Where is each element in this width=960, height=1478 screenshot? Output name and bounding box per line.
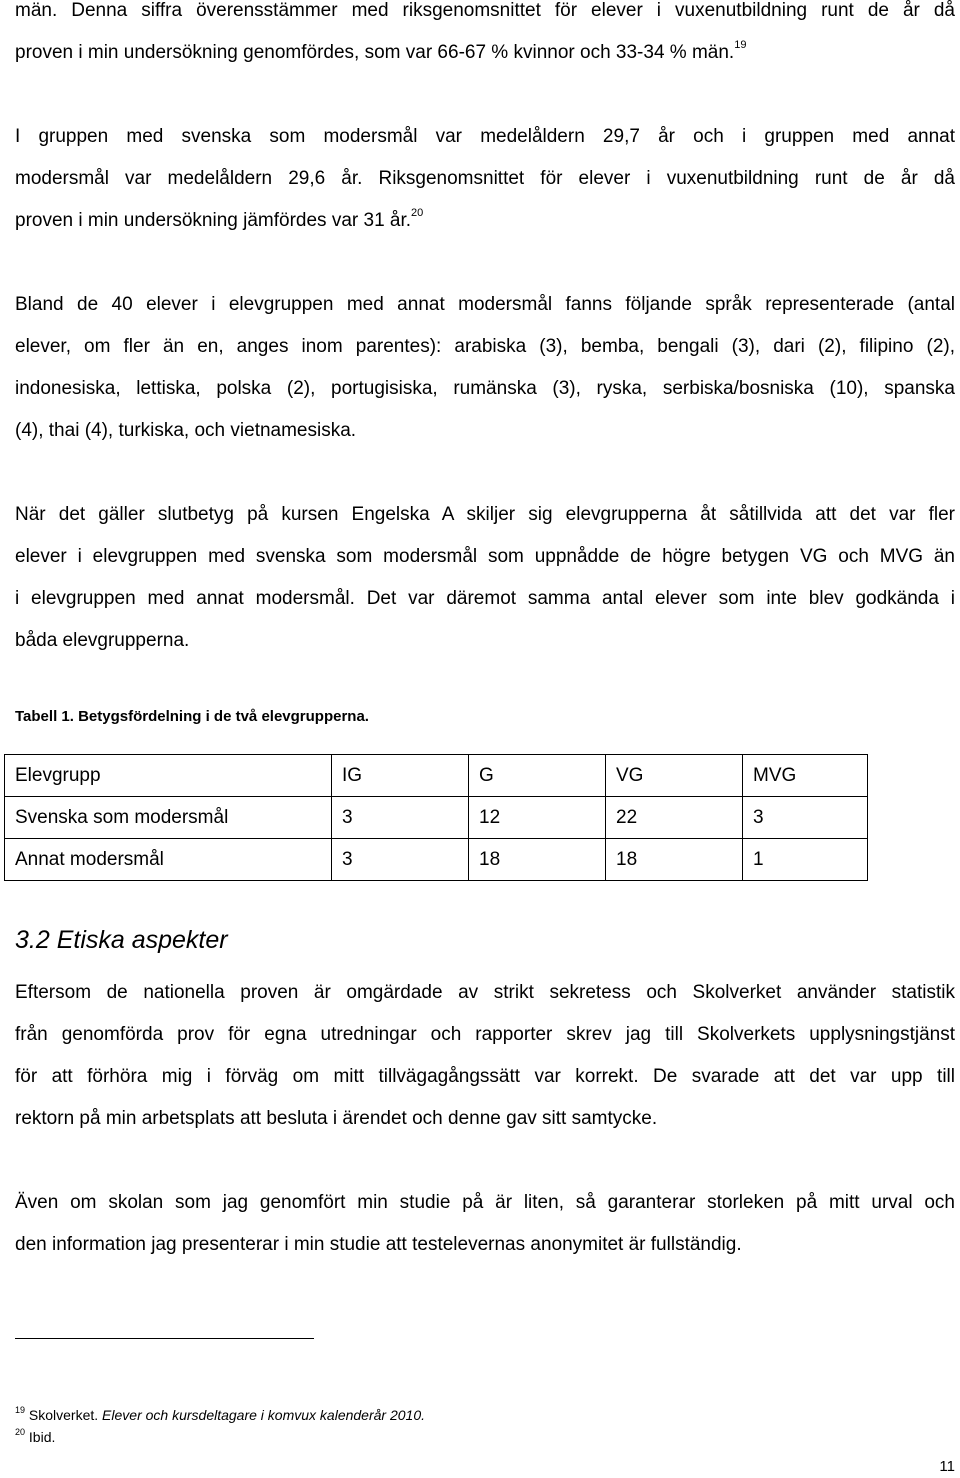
paragraph-languages	[15, 284, 955, 452]
footnote-title: Elever och kursdeltagare i komvux kalenderår 2010.	[102, 1407, 425, 1423]
grade-distribution-table	[4, 754, 868, 881]
page-number: 11	[939, 1458, 955, 1475]
paragraph-line: rektorn på min arbetsplats att besluta i ärendet och denne gav sitt samtycke.	[15, 1108, 658, 1129]
section-heading: 3.2 Etiska aspekter	[15, 926, 228, 954]
table-caption: Tabell 1. Betygsfördelning i de två elevgrupperna.	[15, 708, 369, 725]
table-cell: 3	[332, 797, 469, 839]
paragraph-line: indonesiska, lettiska, polska (2), portugisiska, rumänska (3), ryska, serbiska/bosniska (10), spanska	[15, 378, 955, 399]
table-cell: 18	[469, 839, 606, 881]
paragraph-line: i elevgruppen med annat modersmål. Det var däremot samma antal elever som inte blev godkända i	[15, 588, 955, 609]
paragraph-line: för att förhöra mig i förväg om mitt tillvägagångssätt var korrekt. De svarade att det var upp till	[15, 1066, 955, 1087]
footnote-separator	[15, 1338, 314, 1339]
table-cell: 1	[743, 839, 868, 881]
table-header-cell: VG	[606, 755, 743, 797]
table-cell: 3	[743, 797, 868, 839]
paragraph-line: I gruppen med svenska som modersmål var medelåldern 29,7 år och i gruppen med annat	[15, 126, 955, 147]
paragraph-line	[15, 200, 955, 242]
table-row	[5, 797, 868, 839]
footnote-item	[15, 1404, 425, 1426]
paragraph-line: båda elevgrupperna.	[15, 630, 190, 651]
footnote-source: Ibid.	[28, 1429, 56, 1445]
paragraph-line	[15, 32, 955, 74]
table-row	[5, 839, 868, 881]
paragraph-line: Bland de 40 elever i elevgruppen med annat modersmål fanns följande språk representerade (antal	[15, 294, 955, 315]
footnote-number: 20	[15, 1427, 26, 1437]
table-cell: Annat modersmål	[5, 839, 332, 881]
table-cell: 12	[469, 797, 606, 839]
table-header-cell: Elevgrupp	[5, 755, 332, 797]
paragraph-line: Eftersom de nationella proven är omgärdade av strikt sekretess och Skolverket använder statistik	[15, 982, 955, 1003]
paragraph-gender-distribution	[15, 0, 955, 74]
paragraph-line: från genomförda prov för egna utredningar och rapporter skrev jag till Skolverkets upplysningstjänst	[15, 1024, 955, 1045]
table-header-cell: G	[469, 755, 606, 797]
paragraph-line: elever, om fler än en, anges inom parentes): arabiska (3), bemba, bengali (3), dari (2), filipino (2),	[15, 336, 955, 357]
paragraph-average-age	[15, 116, 955, 242]
footnote-number: 19	[15, 1405, 26, 1415]
footnote-reference[interactable]: 20	[411, 207, 424, 219]
table-cell: 3	[332, 839, 469, 881]
paragraph-line: elever i elevgruppen med svenska som modersmål som uppnådde de högre betygen VG och MVG än	[15, 546, 955, 567]
paragraph-line-text: proven i min undersökning jämfördes var 31 år.	[15, 210, 412, 231]
paragraph-line-text: proven i min undersökning genomfördes, som var 66-67 % kvinnor och 33-34 % män.	[15, 42, 735, 63]
table-header-row	[5, 755, 868, 797]
paragraph-line: män. Denna siffra överensstämmer med riksgenomsnittet för elever i vuxenutbildning runt de år då	[15, 0, 955, 21]
table-cell: 22	[606, 797, 743, 839]
paragraph-line: (4), thai (4), turkiska, och vietnamesiska.	[15, 420, 357, 441]
paragraph-line: modersmål var medelåldern 29,6 år. Riksgenomsnittet för elever i vuxenutbildning runt de år då	[15, 168, 955, 189]
table-cell: Svenska som modersmål	[5, 797, 332, 839]
paragraph-line: Även om skolan som jag genomfört min studie på är liten, så garanterar storleken på mitt urval och	[15, 1192, 955, 1213]
paragraph-line: När det gäller slutbetyg på kursen Engelska A skiljer sig elevgrupperna åt såtillvida att det var fler	[15, 504, 955, 525]
footnotes	[15, 1404, 425, 1448]
footnote-source: Skolverket.	[28, 1407, 99, 1423]
table-header-cell: MVG	[743, 755, 868, 797]
table-cell: 18	[606, 839, 743, 881]
footnote-reference[interactable]: 19	[734, 39, 747, 51]
paragraph-final-grades	[15, 494, 955, 662]
paragraph-line: den information jag presenterar i min studie att testelevernas anonymitet är fullständig.	[15, 1234, 742, 1255]
footnote-item	[15, 1426, 425, 1448]
paragraph-ethics-secrecy	[15, 972, 955, 1140]
table-header-cell: IG	[332, 755, 469, 797]
paragraph-anonymity	[15, 1182, 955, 1266]
